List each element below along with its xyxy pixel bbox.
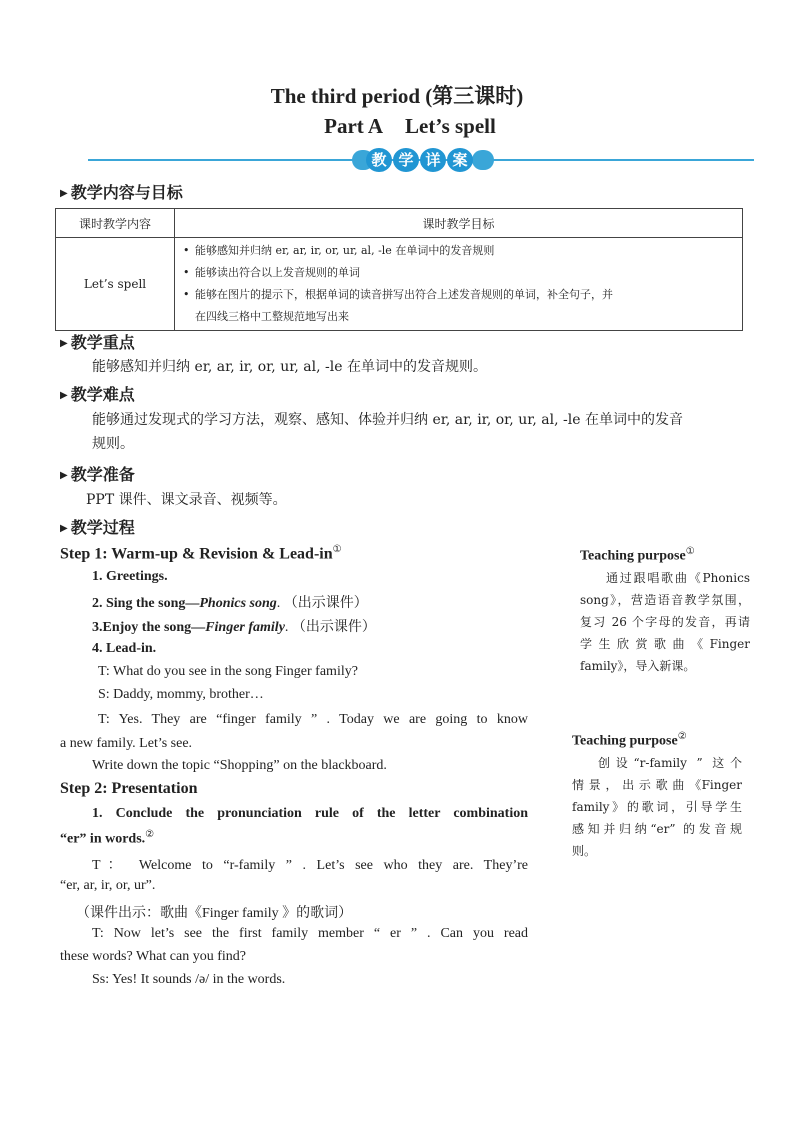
subtitle-lesson: Let’s spell — [405, 114, 496, 138]
dialog-line: T: What do you see in the song Finger family? — [98, 664, 358, 679]
section-heading-preparation: ▶ 教学准备 — [60, 465, 135, 484]
banner-char: 学 — [393, 148, 419, 172]
banner-char: 教 — [366, 148, 392, 172]
dialog-line: T： Welcome to “r-family ” . Let’s see who they are. They’re — [92, 858, 528, 873]
objectives-table — [55, 208, 743, 331]
page-subtitle — [0, 114, 794, 139]
side-note-1: 通过跟唱歌曲《Phonics song》，营造语音教学氛围， 复习 26 个字母的发音，再请 学 生 欣 赏 歌 曲 《 Finger family》，导入新课。 — [580, 571, 750, 673]
goal-item: • 能够读出符合以上发音规则的单词 — [181, 262, 734, 284]
preparation-text: PPT 课件、课文录音、视频等。 — [86, 492, 287, 508]
table-cell-goals — [175, 238, 743, 331]
table-cell-content: Let’s spell — [56, 238, 175, 331]
side-note-heading: Teaching purpose② — [572, 731, 687, 749]
goal-item: • 能够感知并归纳 er, ar, ir, or, ur, al, -le 在单词中的发音规则 — [181, 240, 734, 262]
dialog-line: （课件出示：歌曲《Finger family 》的歌词） — [76, 906, 353, 921]
dialog-line: T: Now let’s see the first family member “ er ” . Can you read — [92, 926, 528, 941]
dialog-line: these words? What can you find? — [60, 949, 246, 964]
footnote-mark: ① — [332, 544, 342, 555]
table-header-cell: 课时教学目标 — [175, 209, 743, 238]
footnote-mark: ① — [685, 546, 695, 557]
step1-item-sing: 2. Sing the song—Phonics song. （出示课件） — [92, 596, 368, 611]
goal-item: • 能够在图片的提示下，根据单词的读音拼写出符合上述发音规则的单词，补全句子，并 — [181, 284, 734, 306]
dialog-line: a new family. Let’s see. — [60, 736, 193, 751]
section-heading-content-goals: ▶ 教学内容与目标 — [60, 183, 183, 202]
side-note-2: 创设“r-family ” 这个 情 景 ， 出 示 歌 曲 《Finger family》的歌词，引导学生 感知并归纳“er” 的发音规 则。 — [572, 756, 742, 858]
step1-item-enjoy: 3.Enjoy the song—Finger family. （出示课件） — [92, 620, 376, 635]
step2-item1: 1. Conclude the pronunciation rule of the letter combination — [92, 806, 528, 821]
difficulties-text: 能够通过发现式的学习方法，观察、感知、体验并归纳 er, ar, ir, or, ur, al, -le 在单词中的发音 规则。 — [92, 412, 683, 452]
banner-char: 案 — [447, 148, 473, 172]
section-heading-process: ▶ 教学过程 — [60, 518, 135, 537]
footnote-mark: ② — [145, 829, 155, 840]
dialog-line: “er, ar, ir, or, ur”. — [60, 878, 156, 893]
dialog-line: Write down the topic “Shopping” on the blackboard. — [92, 758, 387, 773]
table-row — [56, 238, 743, 331]
goal-item-continued: 在四线三格中工整规范地写出来 — [195, 310, 349, 323]
lesson-plan-banner — [352, 148, 494, 172]
step2-heading: Step 2: Presentation — [60, 780, 198, 797]
section-heading-difficulties: ▶ 教学难点 — [60, 385, 135, 404]
dialog-line: Ss: Yes! It sounds /ə/ in the words. — [92, 972, 286, 987]
banner-char: 详 — [420, 148, 446, 172]
dialog-line: S: Daddy, mommy, brother… — [98, 687, 264, 702]
dialog-line: T: Yes. They are “finger family ” . Today we are going to know — [98, 712, 528, 727]
step1-heading: Step 1: Warm-up & Revision & Lead-in① — [60, 544, 342, 563]
side-note-heading: Teaching purpose① — [580, 546, 695, 564]
subtitle-part: Part A — [324, 114, 384, 138]
step1-item-greetings: 1. Greetings. — [92, 569, 168, 584]
section-heading-key-points: ▶ 教学重点 — [60, 333, 135, 352]
key-points-text: 能够感知并归纳 er, ar, ir, or, ur, al, -le 在单词中的发音规则。 — [92, 359, 487, 375]
table-header-row — [56, 209, 743, 238]
table-header-cell: 课时教学内容 — [56, 209, 175, 238]
step1-item-leadin: 4. Lead-in. — [92, 641, 157, 656]
footnote-mark: ② — [677, 731, 687, 742]
step2-item1-cont: “er” in words.② — [60, 829, 155, 847]
page-title: The third period (第三课时) — [270, 84, 524, 108]
